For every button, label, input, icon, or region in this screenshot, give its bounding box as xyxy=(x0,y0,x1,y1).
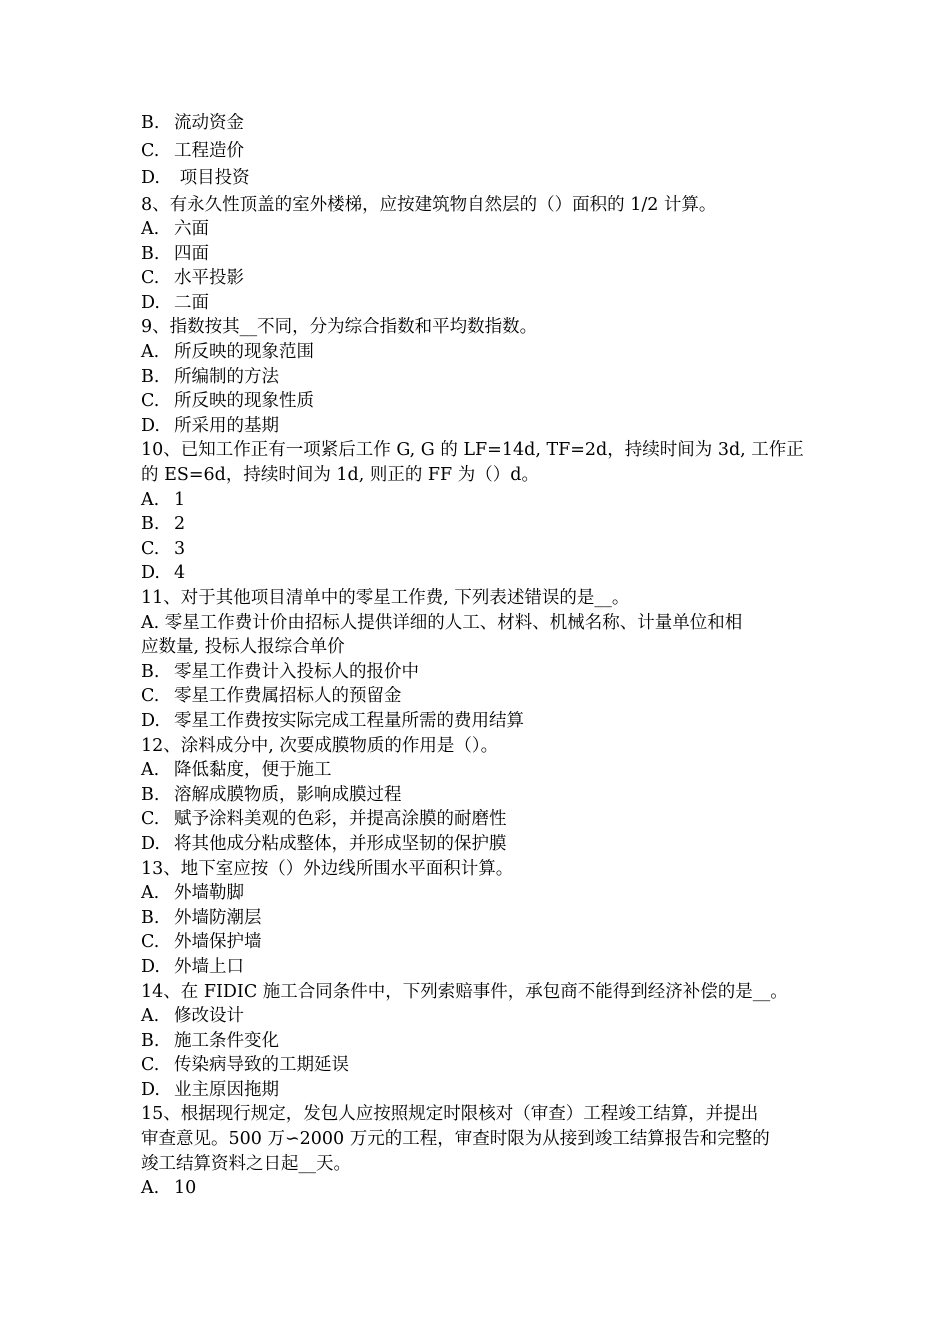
option-text: 溶解成膜物质，影响成膜过程 xyxy=(174,784,402,805)
option-text: 所反映的现象范围 xyxy=(174,342,314,363)
answer-option xyxy=(141,365,821,390)
question-text-line: 审查意见。500 万∽2000 万元的工程，审查时限为从接到竣工结算报告和完整的 xyxy=(141,1129,770,1150)
answer-option xyxy=(141,684,821,709)
option-text: 零星工作费属招标人的预留金 xyxy=(174,686,402,707)
option-text: 所采用的基期 xyxy=(174,415,279,436)
option-letter: D. xyxy=(141,563,160,584)
option-letter: B. xyxy=(141,113,160,133)
option-letter: C. xyxy=(141,686,160,707)
question-text-line: 9、指数按其__不同，分为综合指数和平均数指数。 xyxy=(141,317,538,338)
option-text: 所编制的方法 xyxy=(174,366,279,387)
answer-option xyxy=(141,709,821,734)
question-text-line: 8、有永久性顶盖的室外楼梯，应按建筑物自然层的（）面积的 1/2 计算。 xyxy=(141,194,717,215)
answer-option xyxy=(141,266,821,291)
option-text: 外墙保护墙 xyxy=(174,932,262,953)
option-text: 将其他成分粘成整体，并形成坚韧的保护膜 xyxy=(174,833,507,854)
option-letter: C. xyxy=(141,268,160,289)
option-letter: A. xyxy=(141,883,160,904)
option-letter: B. xyxy=(141,514,160,535)
option-text: 外墙勒脚 xyxy=(174,883,244,904)
option-letter: A. xyxy=(141,489,160,510)
question-text-line: 13、地下室应按（）外边线所围水平面积计算。 xyxy=(141,858,514,879)
option-letter: C. xyxy=(141,1055,160,1076)
option-text: 零星工作费计入投标人的报价中 xyxy=(174,661,419,682)
option-text: 赋予涂料美观的色彩，并提高涂膜的耐磨性 xyxy=(174,809,507,830)
answer-option xyxy=(141,414,821,439)
option-letter: D. xyxy=(141,292,160,313)
option-letter: A. xyxy=(141,760,160,781)
answer-option xyxy=(141,389,821,414)
question-text-line: 11、对于其他项目清单中的零星工作费, 下列表述错误的是__。 xyxy=(141,588,630,608)
option-letter: B. xyxy=(141,907,160,928)
answer-option xyxy=(141,832,821,857)
question-text-line: 15、根据现行规定，发包人应按照规定时限核对（审查）工程竣工结算，并提出 xyxy=(141,1104,759,1125)
question-text-line: 10、已知工作正有一项紧后工作 G, G 的 LF=14d, TF=2d，持续时间为 3d, 工作正 xyxy=(141,440,804,461)
question-text-line: 应数量, 投标人报综合单价 xyxy=(141,637,345,658)
answer-option xyxy=(141,1176,821,1201)
option-letter: D. xyxy=(141,710,160,731)
answer-option xyxy=(141,242,821,267)
answer-option xyxy=(141,783,821,808)
option-letter: B. xyxy=(141,366,160,387)
answer-option xyxy=(141,512,821,537)
question-text-line: 12、涂料成分中, 次要成膜物质的作用是（）。 xyxy=(141,735,499,756)
answer-option xyxy=(141,217,821,242)
option-letter: B. xyxy=(141,784,160,805)
option-letter: D. xyxy=(141,956,160,977)
option-text: 1 xyxy=(174,489,186,510)
question-text-line: 的 ES=6d，持续时间为 1d, 则正的 FF 为（）d。 xyxy=(141,465,539,486)
answer-option xyxy=(141,758,821,783)
option-text: 10 xyxy=(174,1178,197,1199)
option-text: 2 xyxy=(174,514,186,535)
option-letter: C. xyxy=(141,538,160,559)
answer-option xyxy=(141,906,821,931)
answer-option xyxy=(141,1078,821,1103)
option-letter: D. xyxy=(141,833,160,854)
answer-option xyxy=(141,807,821,832)
answer-option xyxy=(141,165,821,193)
option-letter: A. xyxy=(141,1006,160,1027)
option-text: 所反映的现象性质 xyxy=(174,391,314,412)
option-text: 4 xyxy=(174,563,186,584)
option-letter: D. xyxy=(141,168,160,188)
option-text: 修改设计 xyxy=(174,1006,244,1027)
option-letter: A. xyxy=(141,342,160,363)
answer-option xyxy=(141,110,821,138)
answer-option xyxy=(141,561,821,586)
option-text: 零星工作费按实际完成工程量所需的费用结算 xyxy=(174,710,524,731)
option-text: 项目投资 xyxy=(174,168,250,188)
answer-option xyxy=(141,291,821,316)
answer-option xyxy=(141,537,821,562)
answer-option xyxy=(141,340,821,365)
option-letter: C. xyxy=(141,140,160,161)
answer-option xyxy=(141,1053,821,1078)
option-text: 外墙上口 xyxy=(174,956,244,977)
option-letter: C. xyxy=(141,391,160,412)
answer-option xyxy=(141,955,821,980)
answer-option xyxy=(141,138,821,166)
option-letter: B. xyxy=(141,243,160,264)
answer-option xyxy=(141,930,821,955)
answer-option xyxy=(141,660,821,685)
option-letter: B. xyxy=(141,661,160,682)
option-text: 3 xyxy=(174,538,186,559)
option-letter: B. xyxy=(141,1030,160,1051)
answer-option xyxy=(141,881,821,906)
question-text-line: A. 零星工作费计价由招标人提供详细的人工、材料、机械名称、计量单位和相 xyxy=(141,612,743,633)
option-letter: C. xyxy=(141,809,160,830)
option-text: 降低黏度，便于施工 xyxy=(174,760,332,781)
question-text-line: 竣工结算资料之日起__天。 xyxy=(141,1153,351,1174)
option-letter: A. xyxy=(141,219,160,240)
option-letter: A. xyxy=(141,1178,160,1199)
option-text: 水平投影 xyxy=(174,268,244,289)
option-text: 二面 xyxy=(174,292,209,313)
option-text: 外墙防潮层 xyxy=(174,907,262,928)
answer-option xyxy=(141,1029,821,1054)
question-text-line: 14、在 FIDIC 施工合同条件中，下列索赔事件，承包商不能得到经济补偿的是__。 xyxy=(141,981,788,1002)
option-text: 流动资金 xyxy=(174,113,244,133)
option-text: 施工条件变化 xyxy=(174,1030,279,1051)
answer-option xyxy=(141,488,821,513)
option-text: 四面 xyxy=(174,243,209,264)
option-letter: D. xyxy=(141,1079,160,1100)
option-text: 业主原因拖期 xyxy=(174,1079,279,1100)
document-body xyxy=(141,110,821,1201)
option-letter: D. xyxy=(141,415,160,436)
option-text: 传染病导致的工期延误 xyxy=(174,1055,349,1076)
answer-option xyxy=(141,1004,821,1029)
option-text: 工程造价 xyxy=(174,140,244,161)
option-text: 六面 xyxy=(174,219,209,240)
option-letter: C. xyxy=(141,932,160,953)
